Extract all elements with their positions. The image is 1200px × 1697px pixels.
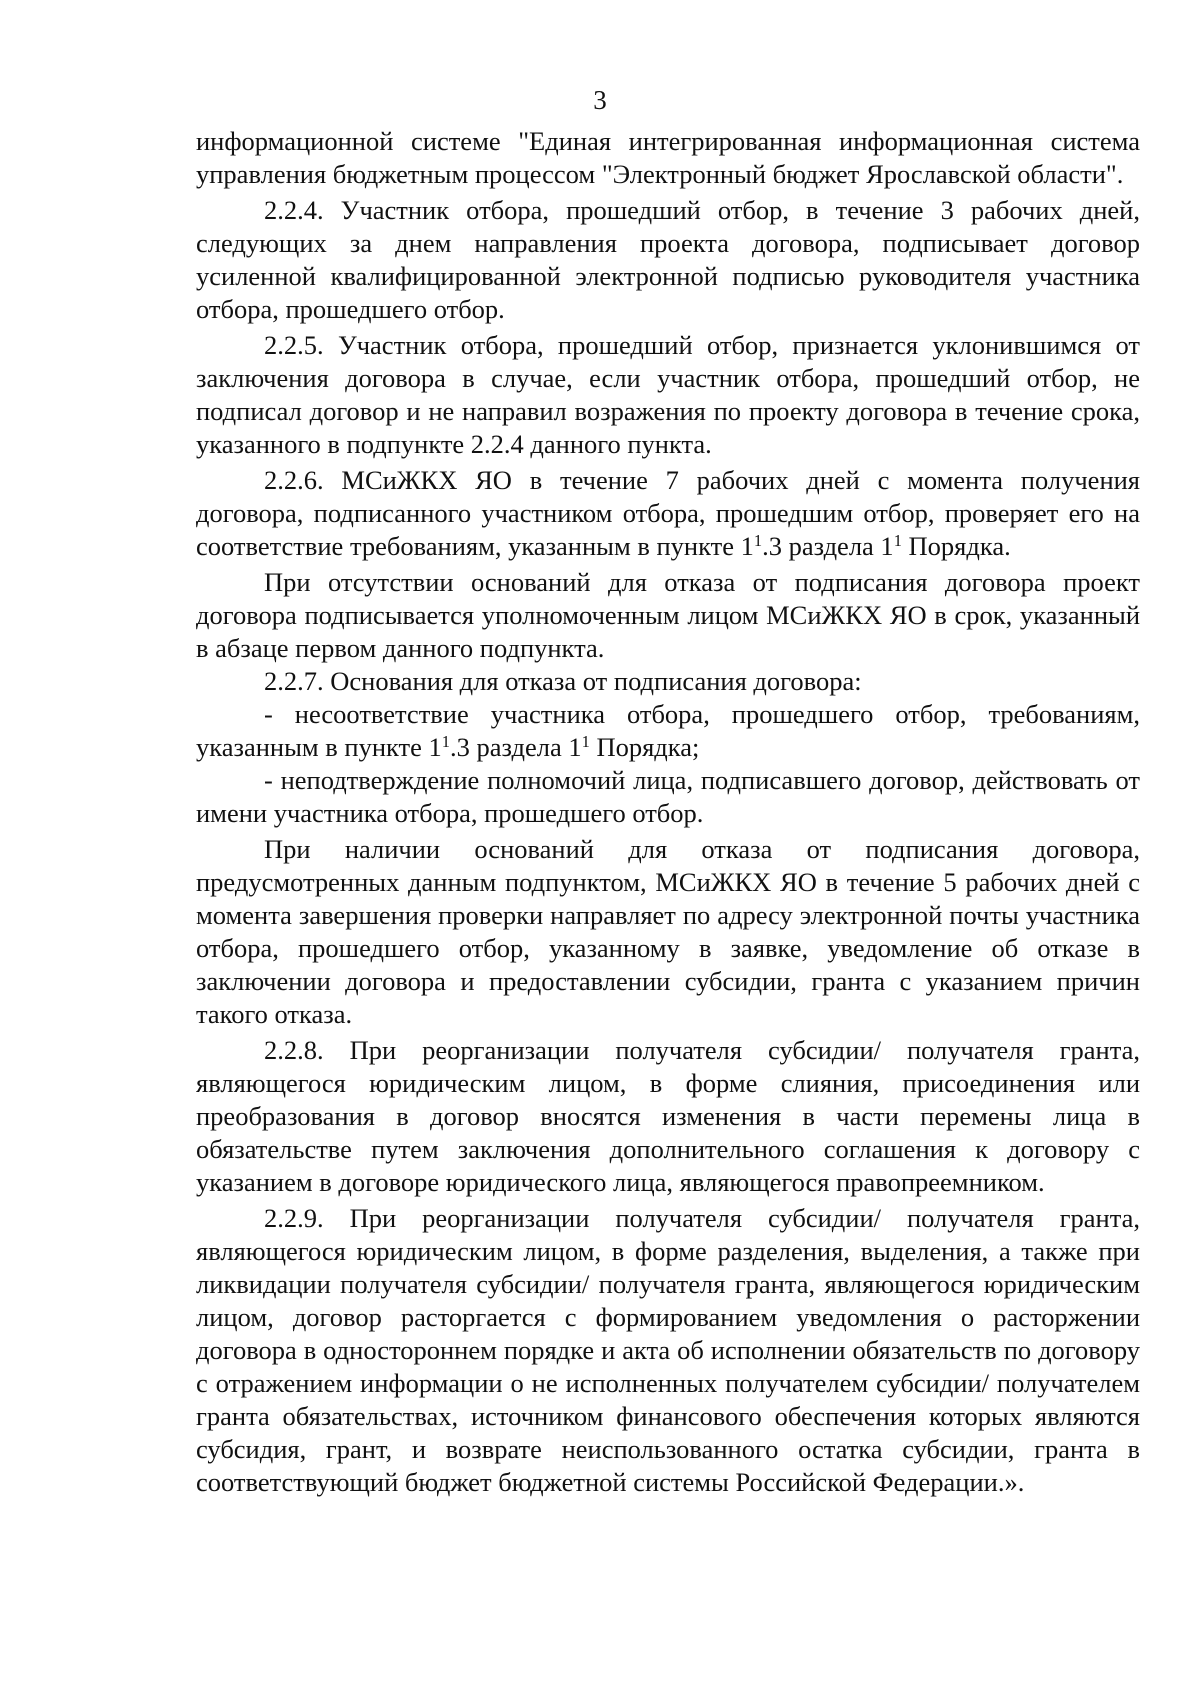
paragraph-2-2-4: 2.2.4. Участник отбора, прошедший отбор, в течение 3 рабочих дней, следующих за днем направления проекта договора, подписывает договор усиленной квалифицированной электронной подписью руководителя участника отбора, прошедшего отбор. [196, 195, 1140, 324]
paragraph-2-2-6 [196, 464, 1140, 563]
superscript: 1 [581, 731, 590, 751]
paragraph-2-2-9: 2.2.9. При реорганизации получателя субсидии/ получателя гранта, являющегося юридическим лицом, в форме разделения, выделения, а также при ликвидации получателя субсидии/ получателя гранта, являющегося юридическим лицом, договор расторгается с формированием уведомления о расторжении договора в одностороннем порядке и акта об исполнении обязательств по договору с отражением информации о не исполненных получателем субсидии/ получателем гранта обязательствах, источником финансового обеспечения которых являются субсидия, грант, и возврате неиспользованного остатка субсидии, гранта в соответствующий бюджет бюджетной системы Российской Федерации.». [196, 1203, 1140, 1497]
list-item-nonconformity [196, 698, 1140, 764]
paragraph-text-part: - несоответствие участника отбора, прошедшего отбор, требованиям, указанным в пункте 1 [196, 699, 1140, 762]
list-item-authority: - неподтверждение полномочий лица, подписавшего договор, действовать от имени участника отбора, прошедшего отбор. [196, 765, 1140, 828]
paragraph-no-grounds: При отсутствии оснований для отказа от подписания договора проект договора подписывается уполномоченным лицом МСиЖКХ ЯО в срок, указанный в абзаце первом данного подпункта. [196, 567, 1140, 663]
superscript: 1 [441, 731, 450, 751]
paragraph-text-part: .3 раздела 1 [762, 531, 894, 561]
paragraph-text-part: 2.2.6. МСиЖКХ ЯО в течение 7 рабочих дней с момента получения договора, подписанного участником отбора, прошедшим отбор, проверяет его на соответствие требованиям, указанным в пункте 1 [196, 465, 1140, 561]
paragraph-text-part: Порядка. [901, 531, 1011, 561]
paragraph-continuation: информационной системе "Единая интегрированная информационная система управления бюджетным процессом "Электронный бюджет Ярославской области". [196, 126, 1140, 189]
paragraph-2-2-7: 2.2.7. Основания для отказа от подписания договора: [264, 666, 862, 696]
paragraph-refusal-notice: При наличии оснований для отказа от подписания договора, предусмотренных данным подпунктом, МСиЖКХ ЯО в течение 5 рабочих дней с момента завершения проверки направляет по адресу электронной почты участника отбора, прошедшего отбор, указанному в заявке, уведомление об отказе в заключении договора и предоставлении субсидии, гранта с указанием причин такого отказа. [196, 834, 1140, 1029]
paragraph-2-2-5: 2.2.5. Участник отбора, прошедший отбор, признается уклонившимся от заключения договора в случае, если участник отбора, прошедший отбор, не подписал договор и не направил возражения по проекту договора в течение срока, указанного в подпункте 2.2.4 данного пункта. [196, 330, 1140, 459]
paragraph-2-2-8: 2.2.8. При реорганизации получателя субсидии/ получателя гранта, являющегося юридическим лицом, в форме слияния, присоединения или преобразования в договор вносятся изменения в части перемены лица в обязательстве путем заключения дополнительного соглашения к договору с указанием в договоре юридического лица, являющегося правопреемником. [196, 1035, 1140, 1197]
page-number: 3 [593, 85, 607, 115]
paragraph-text-part: .3 раздела 1 [450, 732, 582, 762]
document-body [196, 125, 1140, 1499]
paragraph-text-part: Порядка; [589, 732, 700, 762]
superscript: 1 [753, 530, 763, 550]
superscript: 1 [893, 530, 902, 550]
